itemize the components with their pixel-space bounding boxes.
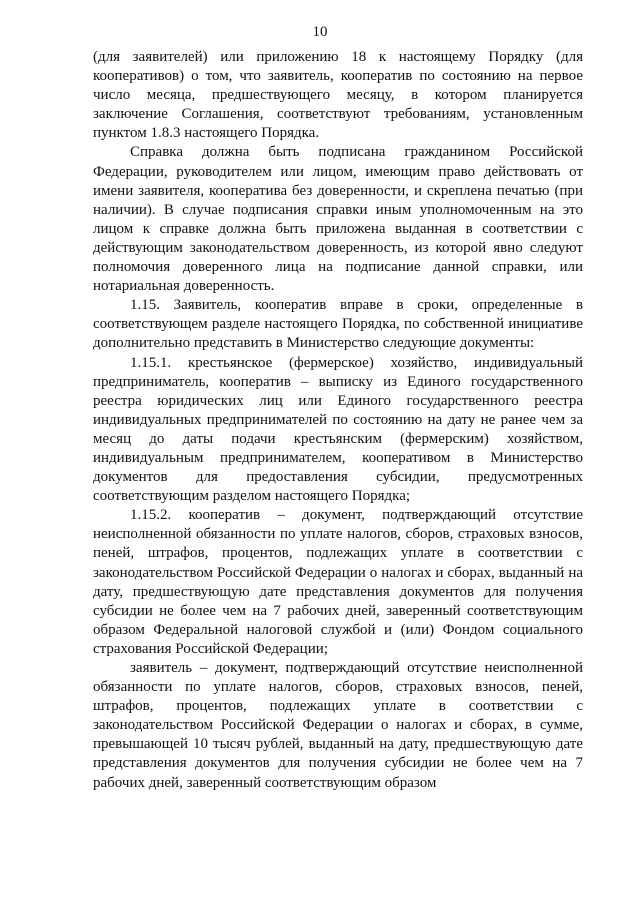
paragraph-eligibility-certificate: (для заявителей) или приложению 18 к настоящему Порядку (для кооперативов) о том, что заявитель, кооператив по состоянию на первое число месяца, предшествующего месяцу, в котором планируется заключение Соглашения, соответствуют требованиям, установленным пунктом 1.8.3 настоящего Порядка. <box>93 49 583 142</box>
document-body <box>93 48 583 793</box>
paragraph-1-15-2: 1.15.2. кооператив – документ, подтверждающий отсутствие неисполненной обязанности по уплате налогов, сборов, страховых взносов, пеней, штрафов, процентов, подлежащих уплате в соответствии с законодательством Российской Федерации о налогах и сборах, выданный на дату, предшествующую дате представления документов для получения субсидии не более чем на 7 рабочих дней, заверенный соответствующим образом Федеральной налоговой службой и (или) Фондом социального страхования Российской Федерации; <box>93 507 583 657</box>
paragraph-1-15: 1.15. Заявитель, кооператив вправе в сроки, определенные в соответствующем разделе настоящего Порядка, по собственной инициативе дополнительно представить в Министерство следующие документы: <box>93 297 583 352</box>
page-number: 10 <box>312 24 328 40</box>
paragraph-1-15-1: 1.15.1. крестьянское (фермерское) хозяйство, индивидуальный предприниматель, кооператив – выписку из Единого государственного реестра юридических лиц или Единого государственного реестра индивидуальных предпринимателей по состоянию на дату не ранее чем за месяц до даты подачи крестьянским (фермерским) хозяйством, индивидуальным предпринимателем, кооперативом в Министерство документов для предоставления субсидии, предусмотренных соответствующим разделом настоящего Порядка; <box>93 354 583 505</box>
paragraph-certificate-signature: Справка должна быть подписана гражданином Российской Федерации, руководителем или лицом, имеющим право действовать от имени заявителя, кооператива без доверенности, и скреплена печатью (при наличии). В случае подписания справки иным уполномоченным на это лицом к справке должна быть приложена выданная в соответствии с действующим законодательством доверенность, из которой явно следуют полномочия доверенного лица на подписание данной справки, или нотариальная доверенность. <box>93 144 583 295</box>
paragraph-applicant-tax-document: заявитель – документ, подтверждающий отсутствие неисполненной обязанности по уплате налогов, сборов, страховых взносов, пеней, штрафов, процентов, подлежащих уплате в соответствии с законодательством Российской Федерации о налогах и сборах, в сумме, превышающей 10 тысяч рублей, выданный на дату, предшествующую дате представления документов для получения субсидии не более чем на 7 рабочих дней, заверенный соответствующим образом <box>93 660 583 791</box>
